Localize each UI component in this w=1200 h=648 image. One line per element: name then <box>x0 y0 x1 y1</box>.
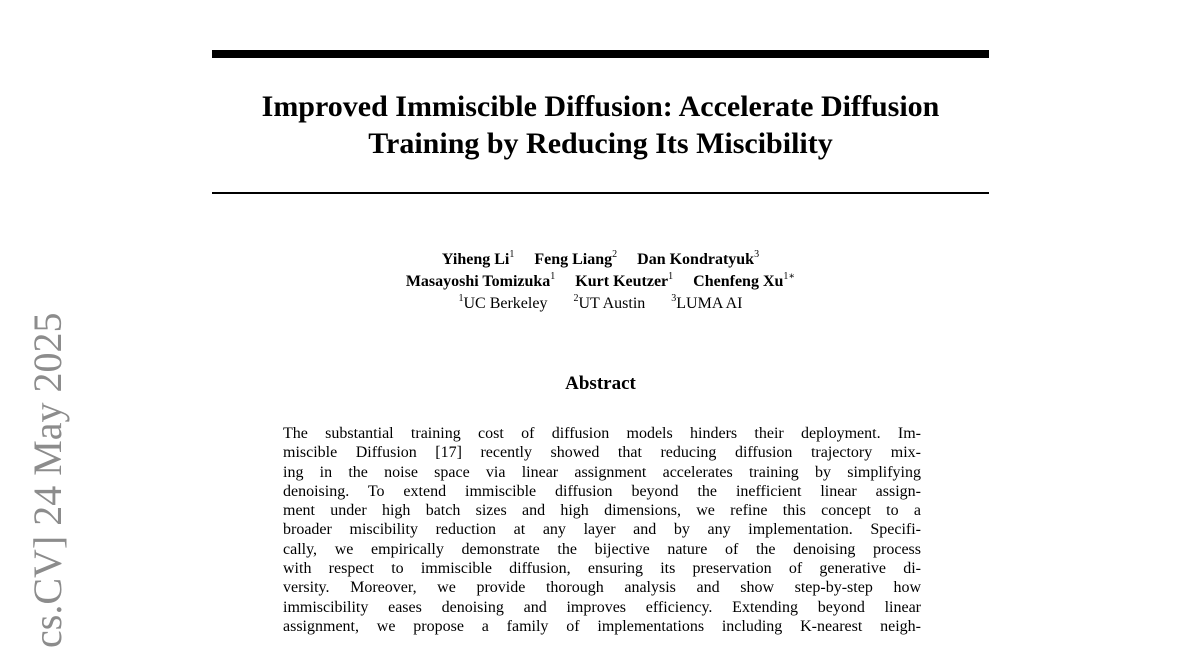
abstract-line: miscible Diffusion [17] recently showed that reducing diffusion trajectory mix- <box>283 444 921 462</box>
author-affiliation-mark: 1 <box>509 248 515 260</box>
abstract-text <box>283 424 921 636</box>
author-row-2 <box>212 271 989 293</box>
author <box>406 271 555 293</box>
affiliation-mark: 3 <box>671 292 677 304</box>
author-affiliation-mark: 1 <box>550 270 556 282</box>
affiliation <box>573 293 645 315</box>
affiliations-row <box>212 293 989 315</box>
affiliation-mark: 2 <box>573 292 579 304</box>
author-name: Yiheng Li <box>441 251 510 268</box>
abstract-line: broader miscibility reduction at any layer and by any implementation. Specifi- <box>283 521 921 539</box>
title-top-rule <box>212 50 989 58</box>
abstract-line: cally, we empirically demonstrate the bijective nature of the denoising process <box>283 540 921 558</box>
affiliation-mark: 1 <box>458 292 464 304</box>
author-row-1 <box>212 249 989 271</box>
author <box>442 249 514 271</box>
author-name: Masayoshi Tomizuka <box>405 273 551 290</box>
author-name: Feng Liang <box>534 251 613 268</box>
author-name: Kurt Keutzer <box>575 273 669 290</box>
arxiv-identifier-stamp: cs.CV] 24 May 2025 <box>25 312 70 648</box>
author <box>637 249 759 271</box>
affiliation-name: UT Austin <box>578 295 646 312</box>
abstract-line: with respect to immiscible diffusion, ensuring its preservation of generative di- <box>283 560 921 578</box>
author-block <box>212 249 989 315</box>
title-line-1: Improved Immiscible Diffusion: Accelerate Diffusion <box>261 90 940 123</box>
abstract-line: denoising. To extend immiscible diffusion beyond the inefficient linear assign- <box>283 482 921 500</box>
author-affiliation-mark: 3 <box>754 248 760 260</box>
affiliation-name: LUMA AI <box>676 295 743 312</box>
author-affiliation-mark: 1 <box>668 270 674 282</box>
title-line-2: Training by Reducing Its Miscibility <box>368 127 833 160</box>
abstract-line: assignment, we propose a family of implementations including K-nearest neigh- <box>283 617 921 635</box>
author <box>534 249 617 271</box>
author <box>575 271 673 293</box>
author-affiliation-mark: 1∗ <box>783 270 796 282</box>
paper-title <box>212 88 989 162</box>
affiliation <box>671 293 742 315</box>
affiliation-name: UC Berkeley <box>463 295 548 312</box>
author-affiliation-mark: 2 <box>612 248 618 260</box>
abstract-line: ment under high batch sizes and high dimensions, we refine this concept to a <box>283 502 921 520</box>
abstract-line: immiscibility eases denoising and improves efficiency. Extending beyond linear <box>283 598 921 616</box>
title-bottom-rule <box>212 192 989 194</box>
author-name: Dan Kondratyuk <box>637 251 755 268</box>
abstract-heading: Abstract <box>565 373 636 394</box>
author <box>693 271 795 293</box>
author-name: Chenfeng Xu <box>693 273 784 290</box>
abstract-line: ing in the noise space via linear assignment accelerates training by simplifying <box>283 463 921 481</box>
abstract-line: versity. Moreover, we provide thorough analysis and show step-by-step how <box>283 579 921 597</box>
affiliation <box>458 293 547 315</box>
abstract-line: The substantial training cost of diffusion models hinders their deployment. Im- <box>283 425 921 442</box>
